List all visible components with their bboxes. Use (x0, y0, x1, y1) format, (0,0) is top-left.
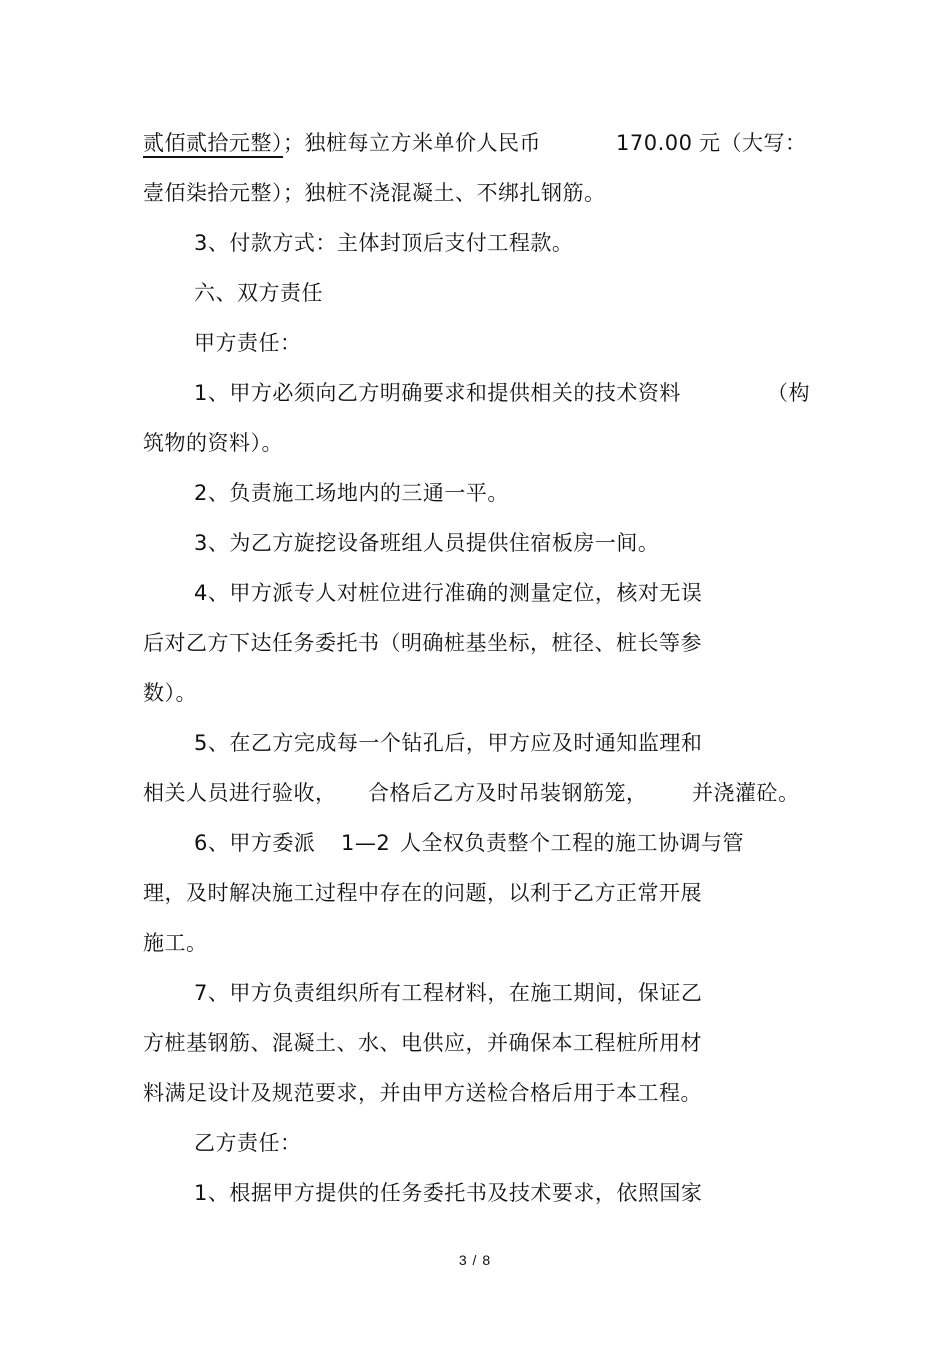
text-line: 1、根据甲方提供的任务委托书及技术要求，依照国家 (194, 1181, 703, 1205)
text-line: 理，及时解决施工过程中存在的问题，以利于乙方正常开展 (143, 881, 702, 905)
subheading-party-a: 甲方责任： (194, 331, 302, 355)
text-segment: 1—2 (341, 831, 391, 855)
text-line: 贰佰贰拾元整）；独桩每立方米单价人民币 (143, 131, 541, 155)
text-line: 6、甲方委派 (194, 831, 316, 855)
text-line: 2、负责施工场地内的三通一平。 (194, 481, 509, 505)
payment-method: 3、付款方式：主体封顶后支付工程款。 (194, 231, 574, 255)
text-line: 方桩基钢筋、混凝土、水、电供应，并确保本工程桩所用材 (143, 1031, 702, 1055)
text-line: 5、在乙方完成每一个钻孔后，甲方应及时通知监理和 (194, 731, 703, 755)
text-segment: （构 (767, 381, 810, 405)
section-heading: 六、双方责任 (194, 281, 323, 305)
text-segment: 元（大写： (699, 131, 807, 155)
text-line: 料满足设计及规范要求，并由甲方送检合格后用于本工程。 (143, 1081, 702, 1105)
text-line: 3、为乙方旋挖设备班组人员提供住宿板房一间。 (194, 531, 660, 555)
underlined-amount: 贰佰贰拾元整） (143, 131, 283, 155)
page-number: 3 / 8 (458, 1252, 492, 1268)
text-line: 数）。 (143, 681, 197, 705)
text-line: 壹佰柒拾元整）；独桩不浇混凝土、不绑扎钢筋。 (143, 181, 606, 205)
text-line: 施工。 (143, 931, 208, 955)
text-line: 相关人员进行验收， (143, 781, 337, 805)
text-line: 4、甲方派专人对桩位进行准确的测量定位，核对无误 (194, 581, 703, 605)
text-line: 后对乙方下达任务委托书（明确桩基坐标，桩径、桩长等参 (143, 631, 702, 655)
text-line: 筑物的资料）。 (143, 431, 283, 455)
text-line: 1、甲方必须向乙方明确要求和提供相关的技术资料 (194, 381, 681, 405)
text-line: 7、甲方负责组织所有工程材料，在施工期间，保证乙 (194, 981, 703, 1005)
subheading-party-b: 乙方责任： (194, 1131, 302, 1155)
price-value: 170.00 (616, 131, 693, 155)
text-segment: 合格后乙方及时吊装钢筋笼， (368, 781, 648, 805)
text-segment: 人全权负责整个工程的施工协调与管 (400, 831, 744, 855)
text-segment: 并浇灌砼。 (692, 781, 800, 805)
